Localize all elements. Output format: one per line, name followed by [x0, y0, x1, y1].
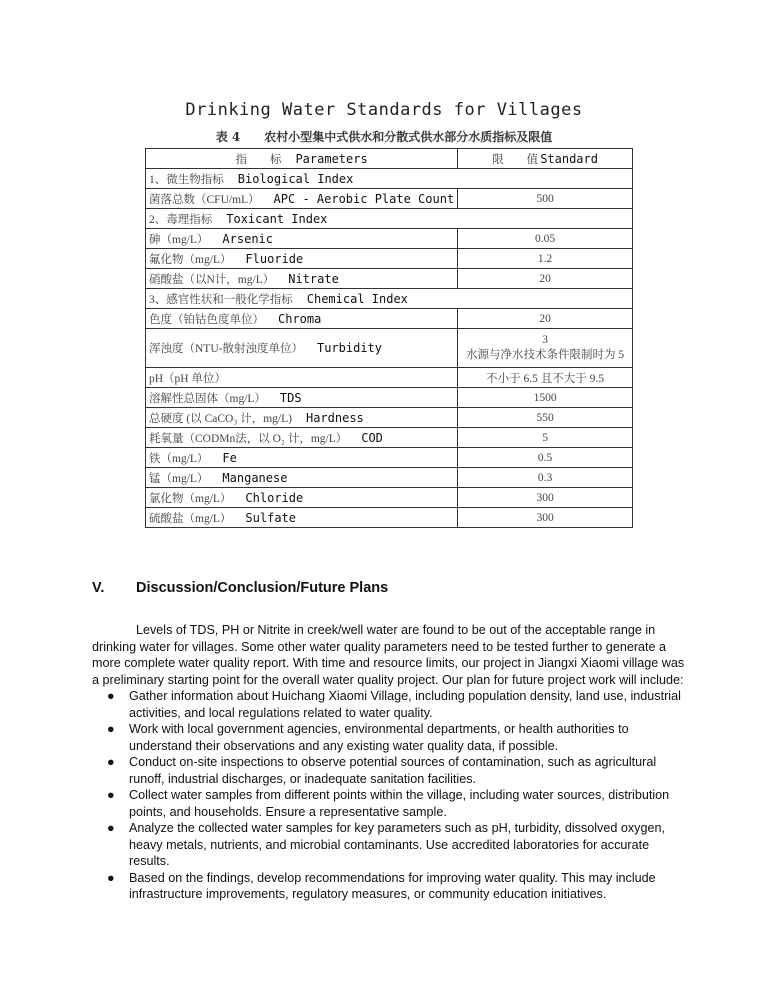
standard-cell [458, 269, 633, 289]
standard-cell [458, 329, 633, 368]
standard-cell [458, 488, 633, 508]
bullet-icon: ● [107, 870, 115, 885]
parameter-cn: 1、微生物指标 [149, 173, 224, 186]
table-row [146, 508, 633, 528]
list-item-text: Analyze the collected water samples for key parameters such as pH, turbidity, dissolved oxygen, heavy metals, nutrients, and microbial contaminants. Use accredited laboratories for accurate results. [129, 821, 665, 868]
bullet-icon: ● [107, 821, 115, 835]
table-row [146, 169, 633, 189]
parameter-en: Chloride [245, 490, 304, 505]
parameter-cn: 菌落总数（CFU/mL） [149, 193, 260, 206]
table-row [146, 408, 633, 428]
parameter-cn: 氯化物（mg/L） [149, 492, 232, 505]
standard-value: 0.05 [535, 232, 556, 245]
standard-value: 0.5 [537, 451, 553, 464]
figure-title: Drinking Water Standards for Villages [185, 100, 583, 120]
parameter-cn: 锰（mg/L） [149, 472, 209, 485]
table-row [146, 329, 633, 368]
parameter-en: Fluoride [245, 251, 304, 266]
standard-value: 20 [539, 312, 551, 325]
table-header-row [146, 149, 633, 169]
parameter-en: APC - Aerobic Plate Count [273, 191, 455, 206]
table-row [146, 269, 633, 289]
standard-cell [458, 368, 633, 388]
parameter-en: Fe [222, 450, 237, 465]
water-standards-table [145, 148, 633, 528]
table-caption: 表 4 农村小型集中式供水和分散式供水部分水质指标及限值 [215, 130, 553, 144]
parameter-cn: 色度（铂钴色度单位） [149, 313, 264, 326]
standard-header-en: Standard [540, 151, 598, 166]
parameter-cell [146, 428, 458, 448]
parameter-cn: 铁（mg/L） [149, 452, 209, 465]
parameter-cn: 浑浊度（NTU-散射浊度单位） [149, 343, 303, 355]
table-row [146, 309, 633, 329]
standard-value: 不小于 6.5 且不大于 9.5 [486, 372, 605, 385]
parameter-cn: 硫酸盐（mg/L） [149, 512, 232, 525]
parameter-en: Turbidity [316, 341, 382, 355]
standard-cell [458, 408, 633, 428]
discussion-body [92, 622, 692, 903]
parameter-en: Hardness [305, 410, 364, 425]
table-row [146, 289, 633, 309]
standard-cell [458, 229, 633, 249]
list-item [92, 870, 692, 903]
parameter-cell [146, 488, 458, 508]
intro-paragraph: Levels of TDS, PH or Nitrite in creek/well water are found to be out of the acceptable range in drinking water for villages. Some other water quality parameters need to be tested further to generate a more complete water quality report. With time and resource limits, our project in Jiangxi Xiaomi village was a preliminary starting point for the overall water quality project. Our plan for future project work will include: [92, 623, 685, 687]
standard-cell [458, 508, 633, 528]
bullet-icon: ● [107, 689, 115, 703]
parameter-cn: pH（pH 单位） [149, 372, 226, 385]
standard-cell [458, 428, 633, 448]
parameter-cell [146, 189, 458, 209]
parameter-cn: 3、感官性状和一般化学指标 [149, 293, 293, 306]
parameter-en: Sulfate [245, 510, 296, 525]
list-item-text: Collect water samples from different points within the village, including water sources, distribution points, and households. Ensure a representative sample. [129, 788, 670, 819]
param-header-cn: 指 标 [235, 153, 282, 166]
parameter-cell [146, 249, 458, 269]
parameter-en: Biological Index [237, 171, 354, 186]
parameter-cell [146, 468, 458, 488]
standard-value: 1500 [533, 391, 557, 404]
parameter-cell [146, 229, 458, 249]
parameter-cell [146, 289, 633, 309]
parameter-en: COD [361, 430, 383, 445]
standard-cell [458, 388, 633, 408]
standard-value: 0.3 [537, 471, 553, 484]
future-plans-list [92, 688, 692, 903]
parameter-cell [146, 269, 458, 289]
parameter-cn: 氟化物（mg/L） [149, 253, 232, 266]
standard-value: 20 [539, 272, 551, 285]
standard-cell [458, 249, 633, 269]
param-header-en: Parameters [295, 151, 368, 166]
standard-header-cn: 限 值 [492, 153, 539, 166]
parameter-cn: 溶解性总固体（mg/L） [149, 392, 266, 405]
parameter-en: Chroma [278, 311, 322, 326]
parameter-en: Chemical Index [306, 291, 408, 306]
table-row [146, 488, 633, 508]
section-title: Discussion/Conclusion/Future Plans [136, 580, 389, 596]
list-item [92, 754, 692, 787]
list-item [92, 721, 692, 754]
standard-cell [458, 309, 633, 329]
list-item [92, 688, 692, 721]
parameter-cn: 砷（mg/L） [149, 233, 209, 246]
standard-value: 1.2 [537, 252, 553, 265]
standard-value: 500 [536, 192, 554, 205]
table-row [146, 209, 633, 229]
table-row [146, 468, 633, 488]
list-item [92, 820, 692, 870]
parameter-cell [146, 408, 458, 428]
parameter-en: TDS [279, 390, 302, 405]
standard-cell [458, 468, 633, 488]
table-row [146, 428, 633, 448]
parameter-cn: 硝酸盐（以N计，mg/L） [149, 273, 275, 286]
section-number: V. [92, 580, 105, 596]
section-heading [92, 580, 388, 596]
bullet-icon: ● [107, 722, 115, 736]
table-row [146, 249, 633, 269]
standard-value: 5 [542, 431, 548, 444]
parameter-cell [146, 329, 458, 368]
parameter-cell [146, 388, 458, 408]
list-item-text: Conduct on-site inspections to observe potential sources of contamination, such as agricultural runoff, industrial discharges, or inadequate sanitation facilities. [129, 755, 657, 786]
standard-value: 3 [542, 334, 548, 346]
parameter-cell [146, 209, 633, 229]
table-row [146, 388, 633, 408]
table-row [146, 368, 633, 388]
standard-cell [458, 189, 633, 209]
parameter-en: Toxicant Index [226, 211, 328, 226]
standard-cell [458, 448, 633, 468]
list-item [92, 787, 692, 820]
standard-value: 300 [536, 491, 554, 504]
standard-value: 550 [536, 411, 554, 424]
list-item-text: Based on the findings, develop recommendations for improving water quality. This may include infrastructure improvements, regulatory measures, or community education initiatives. [129, 870, 656, 901]
parameter-en: Manganese [222, 470, 288, 485]
table-row [146, 229, 633, 249]
parameter-cell [146, 309, 458, 329]
table-row [146, 448, 633, 468]
parameter-cell [146, 508, 458, 528]
parameter-cn: 总硬度 (以 CaCO₃ 计，mg/L) [149, 412, 292, 425]
parameter-cell [146, 448, 458, 468]
bullet-icon: ● [107, 755, 115, 769]
standard-note: 水源与净水技术条件限制时为 5 [466, 349, 625, 361]
parameter-en: Arsenic [222, 231, 273, 246]
standard-value: 300 [536, 511, 554, 524]
list-item-text: Work with local government agencies, environmental departments, or health authorities to understand their observations and any existing water quality data, if possible. [129, 722, 629, 753]
parameter-cn: 耗氧量（CODMn法，以 O₂ 计，mg/L） [149, 432, 348, 445]
parameter-cell [146, 169, 633, 189]
parameter-en: Nitrate [288, 271, 339, 286]
parameter-cell [146, 368, 458, 388]
bullet-icon: ● [107, 788, 115, 802]
table-row [146, 189, 633, 209]
parameter-cn: 2、毒理指标 [149, 213, 213, 226]
list-item-text: Gather information about Huichang Xiaomi Village, including population density, land use, industrial activities, and local regulations related to water quality. [129, 689, 681, 720]
